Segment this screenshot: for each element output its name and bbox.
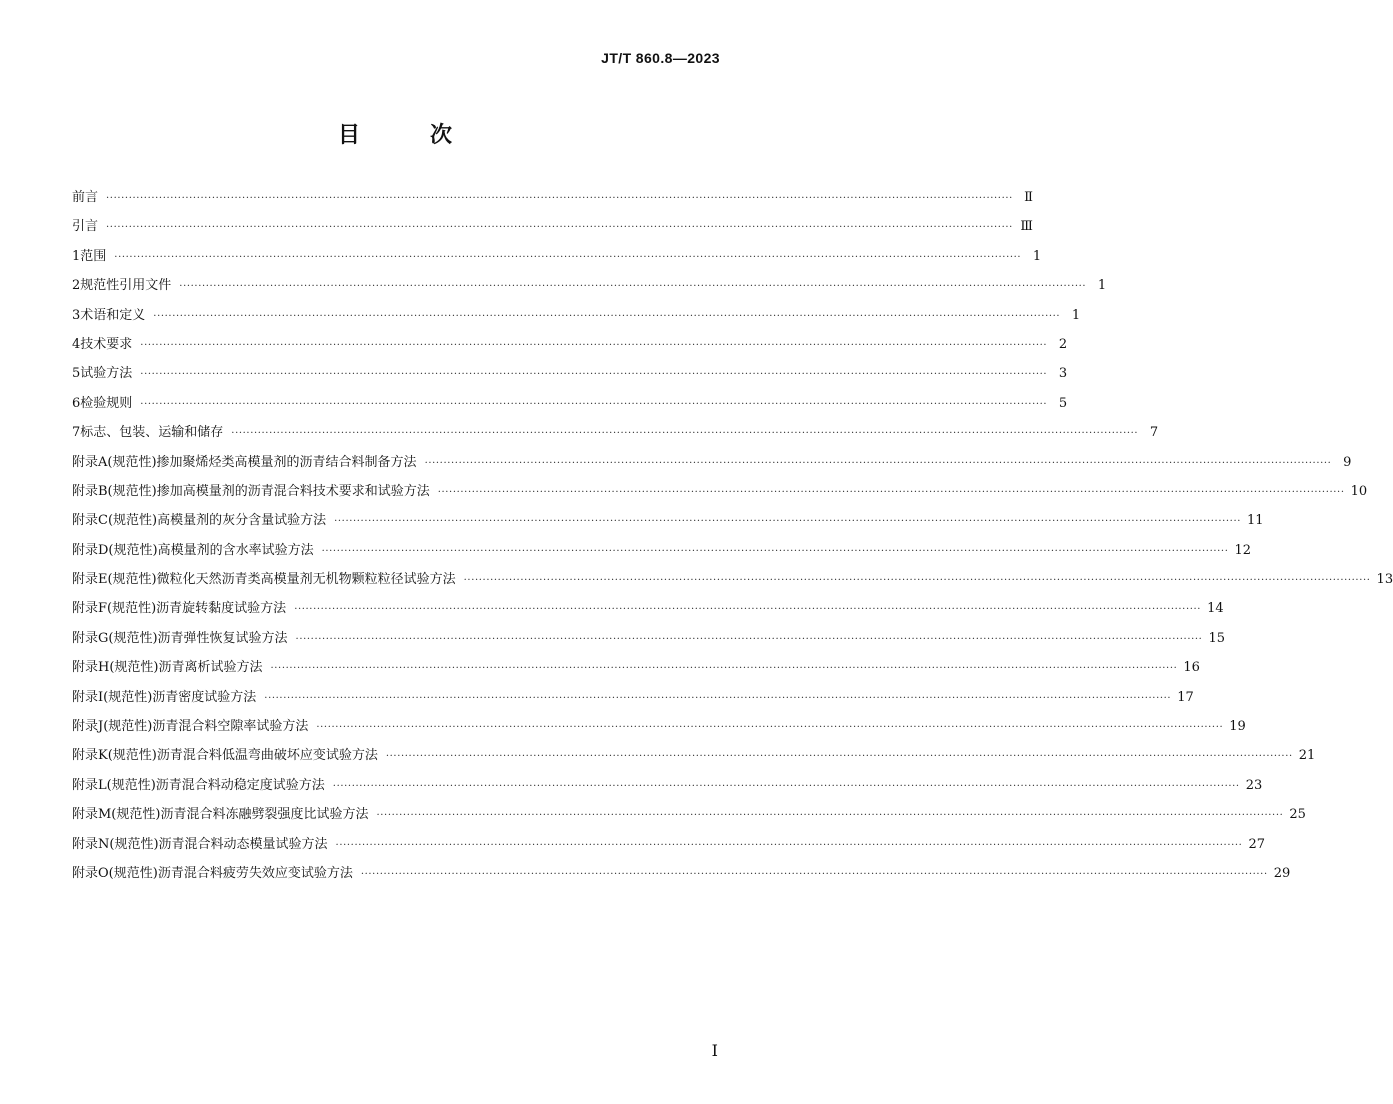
toc-entry[interactable] [72,803,1306,832]
toc-entry-page: Ⅱ [1024,190,1033,205]
dot-leader: ················································································································································································································································ [295,633,1203,645]
dot-leader: ················································································································································································································································ [140,369,1048,381]
toc-entry[interactable] [72,245,1042,274]
toc-entry-title: 沥青旋转黏度试验方法 [156,601,287,617]
toc-entry-page: 29 [1273,865,1291,881]
toc-entry-title: 沥青混合料疲劳失效应变试验方法 [157,865,353,881]
dot-leader: ················································································································································································································································ [140,339,1048,351]
toc-entry[interactable] [72,597,1224,626]
toc-entry-page: 12 [1234,542,1252,558]
toc-entry-title: 沥青混合料冻融劈裂强度比试验方法 [160,807,369,823]
toc-entry[interactable] [72,304,1081,333]
dot-leader: ················································································································································································································································ [264,692,1172,704]
toc-entry[interactable] [72,362,1068,391]
toc-entry-number: 4 [72,336,81,352]
toc-entry[interactable] [72,451,1352,480]
toc-entry-title: 沥青混合料低温弯曲破坏应变试验方法 [156,748,378,764]
toc-entry-appendix-label: 附录E(规范性) [72,572,157,588]
toc-entry-page: 1 [1071,307,1081,323]
toc-entry-page: 1 [1097,278,1107,294]
toc-entry-page: 3 [1058,366,1068,382]
toc-entry-title: 高模量剂的含水率试验方法 [157,542,314,558]
toc-entry-page: 11 [1247,513,1264,529]
toc-entry[interactable] [72,774,1263,803]
toc-entry[interactable] [72,627,1225,656]
toc-entry-page: 1 [1032,248,1042,264]
toc-entry-number: 6 [72,395,81,411]
dot-leader: ················································································································································································································································ [106,222,1013,234]
toc-entry-page: 13 [1376,572,1393,588]
toc-entry[interactable] [72,392,1068,421]
toc-entry-title: 引言 [72,219,99,235]
toc-entry-title: 高模量剂的灰分含量试验方法 [157,513,327,529]
dot-leader: ················································································································································································································································ [294,604,1202,616]
page-folio: I [711,1041,718,1060]
toc-entry-page: 27 [1248,836,1265,852]
toc-entry-title: 检验规则 [80,395,133,411]
dot-leader: ················································································································································································································································ [463,575,1371,587]
toc-entry[interactable] [72,744,1316,773]
toc-entry-page: 16 [1183,660,1200,676]
toc-entry-page: 5 [1058,395,1068,411]
toc-entry-page: 21 [1298,748,1316,764]
toc-entry-title: 掺加聚烯烃类高模量剂的沥青结合料制备方法 [156,454,417,470]
toc-entry[interactable] [72,509,1264,538]
toc-entry-title: 标志、包装、运输和储存 [80,425,224,441]
dot-leader: ················································································································································································································································ [437,486,1345,498]
toc-entry-page: 10 [1350,483,1368,499]
toc-entry-page: 7 [1149,425,1159,441]
toc-entry-title: 掺加高模量剂的沥青混合料技术要求和试验方法 [156,483,430,499]
dot-leader: ················································································································································································································································ [231,428,1139,440]
toc-entry-title: 沥青离析试验方法 [158,660,263,676]
toc-entry-number: 2 [72,278,81,294]
toc-entry[interactable] [72,686,1194,715]
toc-entry-page: 2 [1058,336,1068,352]
toc-entry-appendix-label: 附录K(规范性) [72,748,157,764]
toc-entry-page: 17 [1177,689,1194,705]
toc-entry[interactable] [72,715,1246,744]
dot-leader: ················································································································································································································································ [385,751,1293,763]
toc-entry-number: 1 [72,248,81,264]
toc-entry-title: 规范性引用文件 [80,278,172,294]
toc-entry-number: 7 [72,425,81,441]
toc-entry[interactable] [72,333,1068,362]
toc-entry-appendix-label: 附录F(规范性) [72,601,157,617]
dot-leader: ················································································································································································································································ [334,516,1241,528]
toc-entry-appendix-label: 附录G(规范性) [72,630,158,646]
dot-leader: ················································································································································································································································ [376,810,1284,822]
toc-entry[interactable] [72,274,1107,303]
toc-entry-page: 15 [1208,630,1225,646]
toc-entry[interactable] [72,186,1033,215]
dot-leader: ················································································································································································································································ [153,310,1061,322]
toc-entry-title: 沥青混合料动态模量试验方法 [158,836,328,852]
toc-entry-appendix-label: 附录H(规范性) [72,660,159,676]
toc-entry-number: 5 [72,366,81,382]
dot-leader: ················································································································································································································································ [270,663,1178,675]
toc-entry-page: Ⅲ [1020,219,1033,235]
toc-entry-title: 沥青混合料空隙率试验方法 [152,719,309,735]
toc-entry-title: 沥青弹性恢复试验方法 [157,630,288,646]
toc-entry-appendix-label: 附录A(规范性) [72,454,157,470]
toc-entry[interactable] [72,833,1265,862]
toc-entry[interactable] [72,421,1159,450]
toc-entry[interactable] [72,539,1252,568]
toc-entry-title: 术语和定义 [80,307,146,323]
toc-entry-page: 23 [1245,777,1263,793]
toc-entry[interactable] [72,215,1033,244]
toc-entry-title: 试验方法 [80,366,133,382]
dot-leader: ················································································································································································································································ [332,780,1240,792]
dot-leader: ················································································································································································································································ [360,868,1268,880]
toc-entry[interactable] [72,656,1200,685]
dot-leader: ················································································································································································································································ [106,193,1013,204]
toc-entry-appendix-label: 附录L(规范性) [72,777,156,793]
toc-entry-title: 前言 [72,190,99,205]
toc-entry-appendix-label: 附录B(规范性) [72,483,157,499]
toc-entry-number: 3 [72,307,81,323]
toc-entry-title: 沥青混合料动稳定度试验方法 [155,777,325,793]
dot-leader: ················································································································································································································································ [424,457,1332,469]
toc-entry[interactable] [72,480,1368,509]
table-of-contents [72,186,1393,891]
toc-entry-appendix-label: 附录C(规范性) [72,513,158,529]
toc-entry-appendix-label: 附录O(规范性) [72,865,158,881]
toc-entry-appendix-label: 附录I(规范性) [72,689,153,705]
standard-number: JT/T 860.8—2023 [601,50,720,66]
toc-entry-appendix-label: 附录N(规范性) [72,836,159,852]
toc-entry-page: 19 [1229,719,1246,735]
toc-entry-page: 25 [1289,807,1306,823]
toc-entry-page: 14 [1207,601,1224,617]
dot-leader: ················································································································································································································································ [321,545,1229,557]
toc-entry-appendix-label: 附录J(规范性) [72,719,153,735]
toc-entry-title: 范围 [80,248,107,264]
dot-leader: ················································································································································································································································ [335,839,1243,851]
toc-entry[interactable] [72,862,1291,891]
toc-entry-title: 沥青密度试验方法 [152,689,257,705]
toc-entry[interactable] [72,568,1393,597]
dot-leader: ················································································································································································································································ [316,722,1224,734]
toc-entry-title: 微粒化天然沥青类高模量剂无机物颗粒粒径试验方法 [156,572,456,588]
toc-entry-appendix-label: 附录D(规范性) [72,542,158,558]
dot-leader: ················································································································································································································································ [140,398,1048,410]
toc-entry-page: 9 [1343,454,1352,470]
dot-leader: ················································································································································································································································ [114,251,1022,263]
toc-entry-appendix-label: 附录M(规范性) [72,807,161,823]
page-title: 目 次 [337,123,476,148]
toc-entry-title: 技术要求 [80,336,133,352]
dot-leader: ················································································································································································································································ [179,281,1087,293]
